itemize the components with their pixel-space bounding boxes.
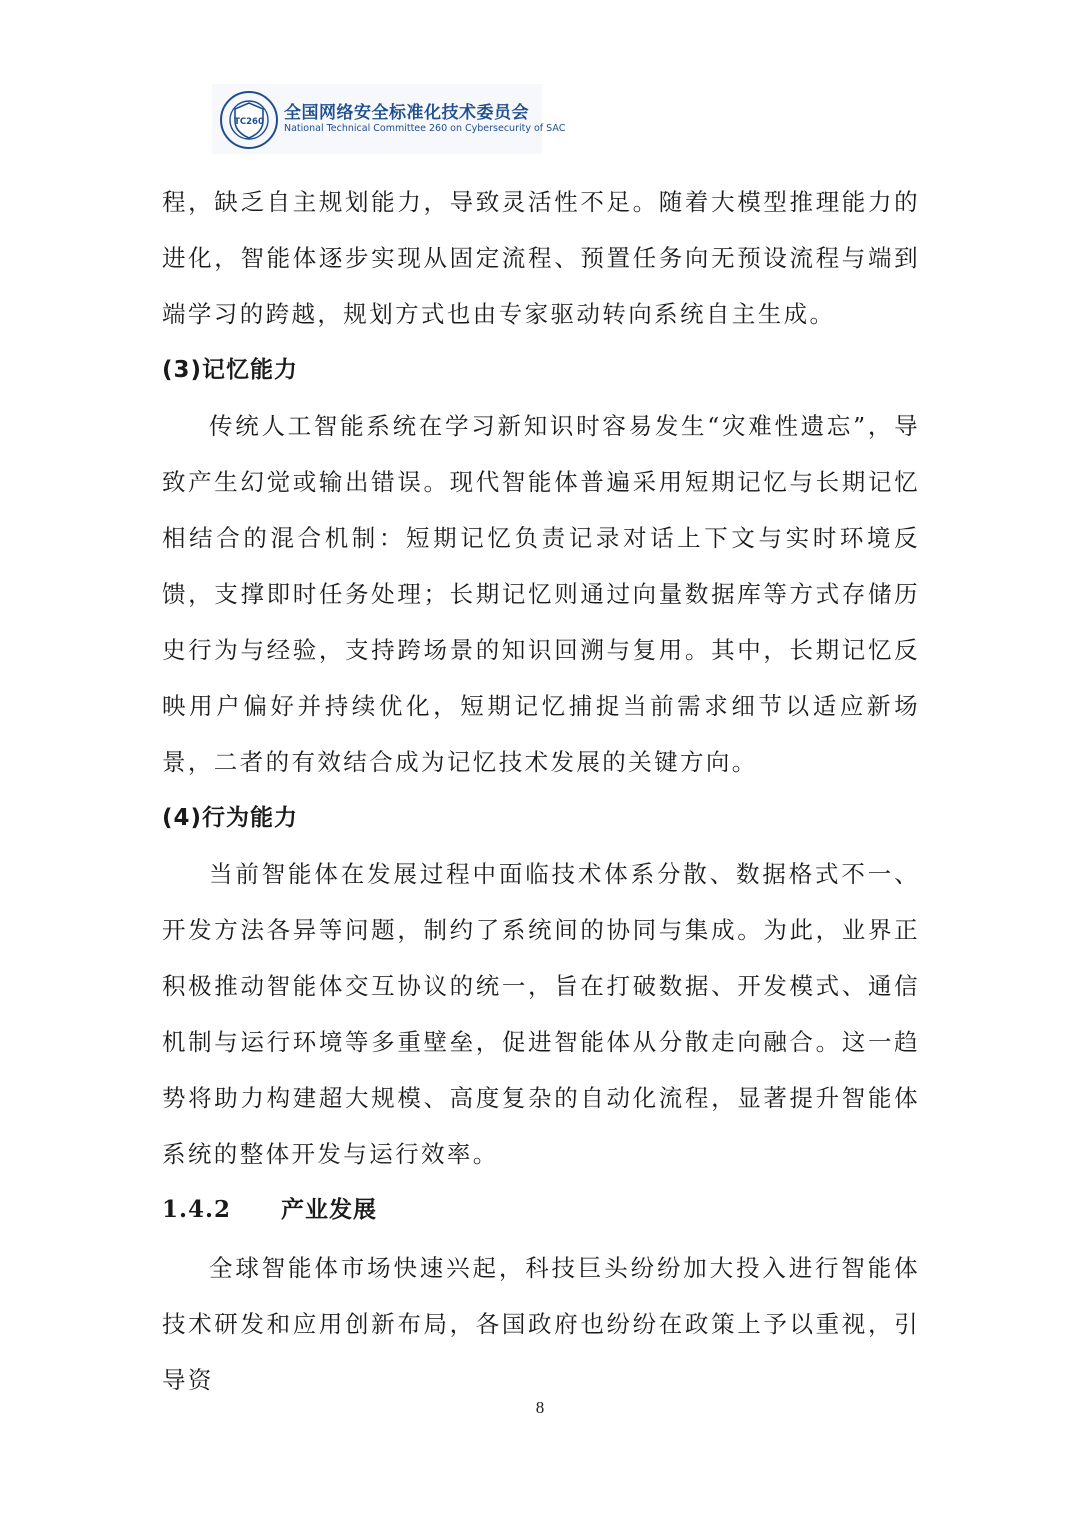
document-header [212, 84, 566, 154]
heading-action-capability: (4)行为能力 [162, 805, 299, 831]
svg-text:TC260: TC260 [234, 117, 264, 127]
section-number: 1.4.2 [162, 1196, 232, 1223]
paragraph-planning-continuation: 程，缺乏自主规划能力，导致灵活性不足。随着大模型推理能力的进化，智能体逐步实现从固定流程、预置任务向无预设流程与端到端学习的跨越，规划方式也由专家驱动转向系统自主生成。 [162, 188, 920, 328]
page-number: 8 [535, 1398, 545, 1417]
tc260-seal-icon [219, 90, 279, 150]
org-name-en: National Technical Committee 260 on Cybersecurity of SAC [284, 123, 566, 134]
document-body [162, 174, 920, 1408]
paragraph-industry: 全球智能体市场快速兴起，科技巨头纷纷加大投入进行智能体技术研发和应用创新布局，各国政府也纷纷在政策上予以重视，引导资 [162, 1254, 920, 1394]
section-title: 产业发展 [281, 1197, 378, 1223]
heading-memory-capability: (3)记忆能力 [162, 357, 299, 383]
paragraph-memory: 传统人工智能系统在学习新知识时容易发生“灾难性遗忘”，导致产生幻觉或输出错误。现代智能体普遍采用短期记忆与长期记忆相结合的混合机制：短期记忆负责记录对话上下文与实时环境反馈，支撑即时任务处理；长期记忆则通过向量数据库等方式存储历史行为与经验，支持跨场景的知识回溯与复用。其中，长期记忆反映用户偏好并持续优化，短期记忆捕捉当前需求细节以适应新场景，二者的有效结合成为记忆技术发展的关键方向。 [162, 412, 920, 776]
org-name-zh: 全国网络安全标准化技术委员会 [284, 103, 529, 123]
paragraph-action: 当前智能体在发展过程中面临技术体系分散、数据格式不一、开发方法各异等问题，制约了系统间的协同与集成。为此，业界正积极推动智能体交互协议的统一，旨在打破数据、开发模式、通信机制与运行环境等多重壁垒，促进智能体从分散走向融合。这一趋势将助力构建超大规模、高度复杂的自动化流程，显著提升智能体系统的整体开发与运行效率。 [162, 860, 920, 1168]
section-heading [162, 1182, 920, 1240]
